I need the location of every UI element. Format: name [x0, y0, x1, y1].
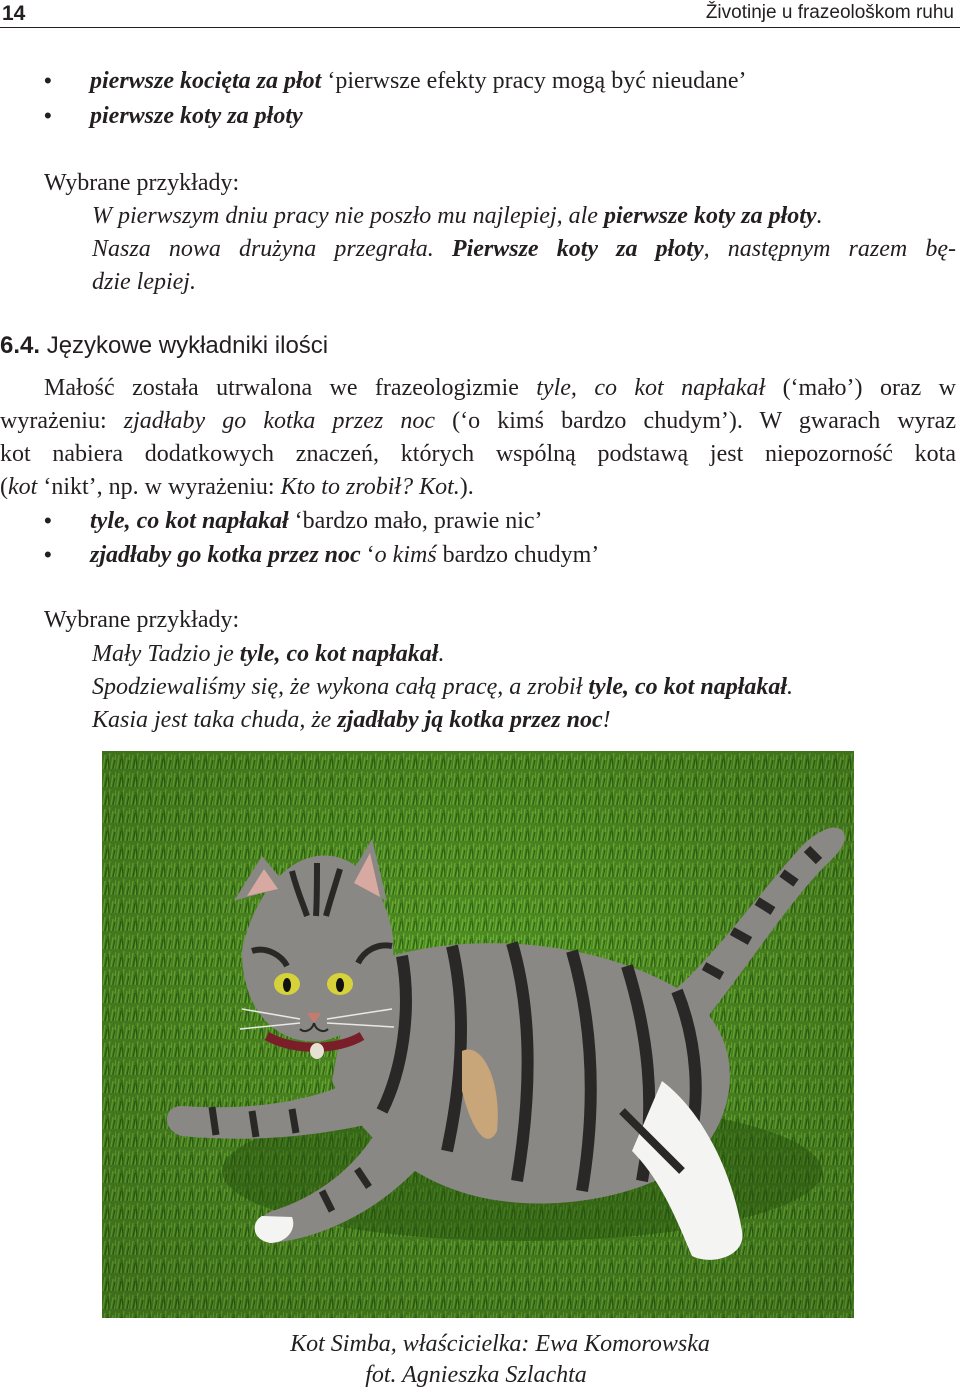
cat-on-grass-illustration [102, 751, 854, 1318]
example-sentence: Mały Tadzio je tyle, co kot napłakał. [92, 641, 445, 667]
examples-label: Wybrane przykłady: [44, 170, 240, 196]
examples-label: Wybrane przykłady: [44, 607, 240, 633]
paragraph-line: wyrażeniu: zjadłaby go kotka przez noc (‘o kimś bardzo chudym’). W gwarach wyraz [0, 408, 956, 434]
meaning: ‘pierwsze efekty pracy mogą być nieudane’ [321, 68, 747, 94]
page-header [0, 0, 960, 30]
cat-photo [102, 751, 854, 1318]
section-heading [0, 331, 328, 361]
bullet-dot-icon: • [44, 68, 52, 93]
bullet-item [90, 66, 746, 96]
bullet-dot-icon: • [44, 542, 52, 567]
paragraph-line: Małość została utrwalona we frazeologizmie tyle, co kot napłakał (‘mało’) oraz w [44, 375, 956, 401]
bullet-item: zjadłaby go kotka przez noc ‘o kimś bardzo chudym’ [90, 542, 600, 568]
section-number: 6.4. [0, 332, 41, 359]
header-rule [0, 27, 960, 28]
bullet-dot-icon: • [44, 103, 52, 128]
example-sentence-cont: dzie lepiej. [92, 269, 196, 295]
phrase: pierwsze koty za płoty [90, 103, 303, 129]
example-sentence: W pierwszym dniu pracy nie poszło mu najlepiej, ale pierwsze koty za płoty. [92, 203, 823, 229]
bullet-dot-icon: • [44, 508, 52, 533]
phrase: pierwsze kocięta za płot [90, 68, 322, 94]
paragraph-line: (kot ‘nikt’, np. w wyrażeniu: Kto to zrobił? Kot.). [0, 474, 474, 500]
example-sentence: Kasia jest taka chuda, że zjadłaby ją kotka przez noc! [92, 707, 611, 733]
example-sentence: Nasza nowa drużyna przegrała. Pierwsze koty za płoty, następnym razem bę- [92, 236, 957, 262]
photo-caption: Kot Simba, właścicielka: Ewa Komorowska [290, 1331, 710, 1357]
section-title: Językowe wykładniki ilości [40, 332, 329, 359]
paragraph-line: kot nabiera dodatkowych znaczeń, których wspólną podstawą jest niepozorność kota [0, 441, 956, 467]
page-number: 14 [2, 2, 26, 25]
bullet-item: tyle, co kot napłakał ‘bardzo mało, prawie nic’ [90, 508, 543, 534]
running-title: Životinje u frazeološkom ruhu [705, 2, 954, 23]
bullet-item [90, 101, 303, 131]
example-sentence: Spodziewaliśmy się, że wykona całą pracę, a zrobił tyle, co kot napłakał. [92, 674, 794, 700]
photo-credit: fot. Agnieszka Szlachta [365, 1362, 587, 1388]
